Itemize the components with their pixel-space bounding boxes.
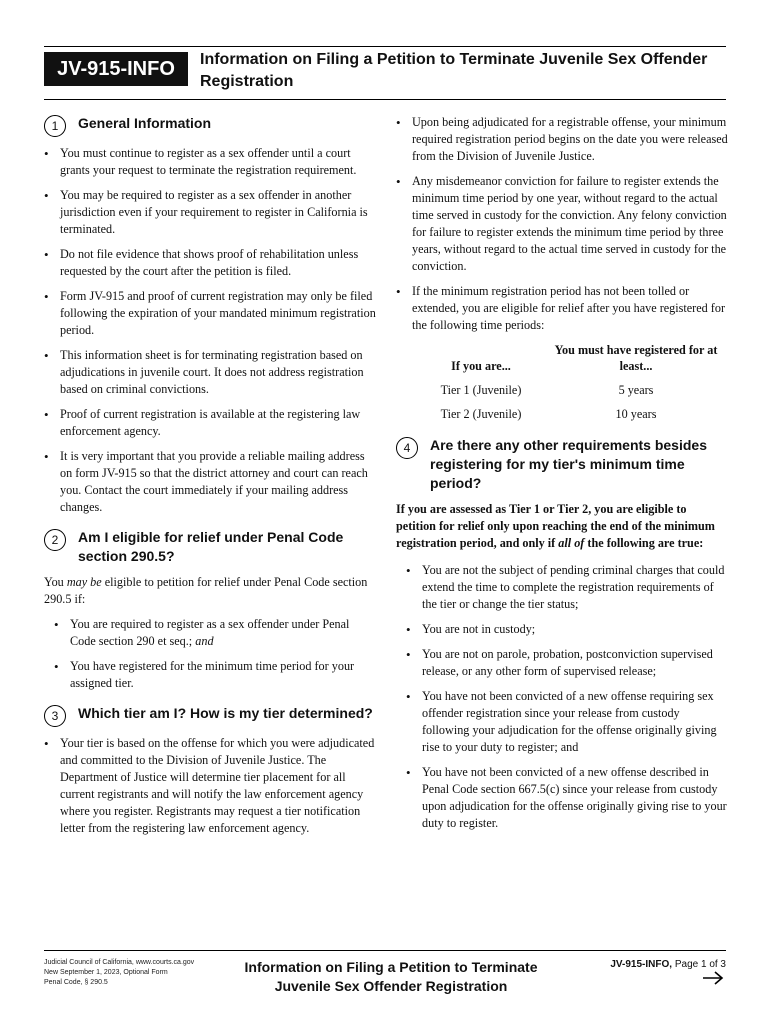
table-row bbox=[416, 404, 726, 428]
list-item: • Upon being adjudicated for a registrable offense, your minimum required registration period begins on the date you were released from the Division of Juvenile Justice. bbox=[396, 114, 728, 165]
list-item: • You are not the subject of pending criminal charges that could extend the time to complete the registration requirements of the tier or change the tier status; bbox=[406, 562, 728, 613]
section-1-continued-list bbox=[396, 114, 728, 334]
list-item: • You are not on parole, probation, postconviction supervised release, or any other form of supervised release; bbox=[406, 646, 728, 680]
list-item: • You have registered for the minimum time period for your assigned tier. bbox=[54, 658, 376, 692]
section-4-number: 4 bbox=[396, 437, 418, 459]
right-arrow-icon[interactable] bbox=[700, 968, 726, 988]
footer-title-line: Information on Filing a Petition to Terminate bbox=[244, 959, 538, 975]
column-header: You must have registered for at least... bbox=[554, 343, 718, 373]
footer-title-line: Juvenile Sex Offender Registration bbox=[274, 978, 508, 994]
table-cell: Tier 1 (Juvenile) bbox=[440, 383, 522, 397]
form-title: Information on Filing a Petition to Terminate Juvenile Sex Offender Registration bbox=[200, 51, 708, 90]
section-2-list bbox=[44, 616, 376, 692]
footer-source-line: Penal Code, § 290.5 bbox=[44, 979, 108, 986]
header-rule bbox=[44, 99, 726, 100]
list-item: • This information sheet is for terminating registration based on adjudications in juvenile court. It does not address registration based on criminal convictions. bbox=[44, 347, 376, 398]
list-item: • You may be required to register as a sex offender in another jurisdiction even if your requirement to register in California is terminated. bbox=[44, 187, 376, 238]
section-1-list bbox=[44, 145, 376, 516]
table-cell: 10 years bbox=[615, 407, 657, 421]
tier-table bbox=[416, 342, 726, 428]
section-3-list bbox=[44, 735, 376, 837]
list-item: • You are not in custody; bbox=[406, 621, 728, 638]
tier-table-header bbox=[416, 342, 726, 380]
right-column bbox=[396, 114, 728, 840]
table-cell: 5 years bbox=[618, 383, 654, 397]
column-header: If you are... bbox=[451, 359, 511, 373]
list-item: • If the minimum registration period has not been tolled or extended, you are eligible for relief after you have registered for the following time periods: bbox=[396, 283, 728, 334]
section-1-heading bbox=[44, 114, 376, 137]
footer-title bbox=[226, 958, 556, 996]
table-row bbox=[416, 380, 726, 404]
list-item: • You are required to register as a sex offender under Penal Code section 290 et seq.; and bbox=[54, 616, 376, 650]
list-item: • You must continue to register as a sex offender until a court grants your request to terminate the registration requirement. bbox=[44, 145, 376, 179]
section-2-title: Am I eligible for relief under Penal Code section 290.5? bbox=[78, 529, 344, 564]
footer-source-line: New September 1, 2023, Optional Form bbox=[44, 969, 168, 976]
top-rule bbox=[44, 46, 726, 47]
section-3-title: Which tier am I? How is my tier determined? bbox=[78, 705, 373, 721]
footer-rule bbox=[44, 950, 726, 951]
section-3-heading bbox=[44, 704, 376, 727]
footer-source-line: Judicial Council of California, www.courts.ca.gov bbox=[44, 959, 195, 966]
list-item: • It is very important that you provide a reliable mailing address on form JV-915 so that the district attorney and court can reach you. Contact the court immediately if your mailing address changes. bbox=[44, 448, 376, 516]
section-2-intro: You may be eligible to petition for relief under Penal Code section 290.5 if: bbox=[44, 575, 368, 606]
section-1-title: General Information bbox=[78, 115, 212, 131]
list-item: • Form JV-915 and proof of current registration may only be filed following the expiration of your mandated minimum registration period. bbox=[44, 288, 376, 339]
list-item: • You have not been convicted of a new offense described in Penal Code section 667.5(c) since your release from custody upon adjudication for the offense originally giving rise to your duty to register. bbox=[406, 764, 728, 832]
list-item: • Any misdemeanor conviction for failure to register extends the minimum time period by one year, without regard to the actual time served in custody for the conviction. Any felony conviction for failure to register extends the minimum time period by three years, without regard to the actual time served in custody for the conviction. bbox=[396, 173, 728, 275]
section-4-title: Are there any other requirements besides registering for my tier's minimum time period? bbox=[430, 437, 707, 491]
table-cell: Tier 2 (Juvenile) bbox=[440, 407, 522, 421]
section-2-number: 2 bbox=[44, 529, 66, 551]
page-number: Page 1 of 3 bbox=[674, 959, 726, 970]
section-4-intro: If you are assessed as Tier 1 or Tier 2, you are eligible to petition for relief only upon reaching the end of the minimum registration period, and only if all of the following are true: bbox=[396, 502, 715, 550]
section-2-heading bbox=[44, 528, 376, 566]
list-item: • You have not been convicted of a new offense requiring sex offender registration since your release from custody following your adjudication for the offense originally giving rise to your duty to register; and bbox=[406, 688, 728, 756]
list-item: • Proof of current registration is available at the registering law enforcement agency. bbox=[44, 406, 376, 440]
form-id-badge: JV-915-INFO bbox=[44, 52, 188, 86]
footer-form-id: JV-915-INFO, bbox=[610, 959, 673, 970]
left-column bbox=[44, 114, 376, 845]
list-item: • Do not file evidence that shows proof of rehabilitation unless requested by the court after the petition is filed. bbox=[44, 246, 376, 280]
list-item: • Your tier is based on the offense for which you were adjudicated and committed to the Division of Juvenile Justice. The Department of Justice will determine tier placement for all current registrants and will notify the law enforcement agency where you register. Registrants may request a tier notification letter from the registering law enforcement agency. bbox=[44, 735, 376, 837]
footer-source bbox=[44, 958, 224, 988]
section-3-number: 3 bbox=[44, 705, 66, 727]
section-4-heading bbox=[396, 436, 728, 493]
section-1-number: 1 bbox=[44, 115, 66, 137]
section-4-list bbox=[396, 562, 728, 832]
